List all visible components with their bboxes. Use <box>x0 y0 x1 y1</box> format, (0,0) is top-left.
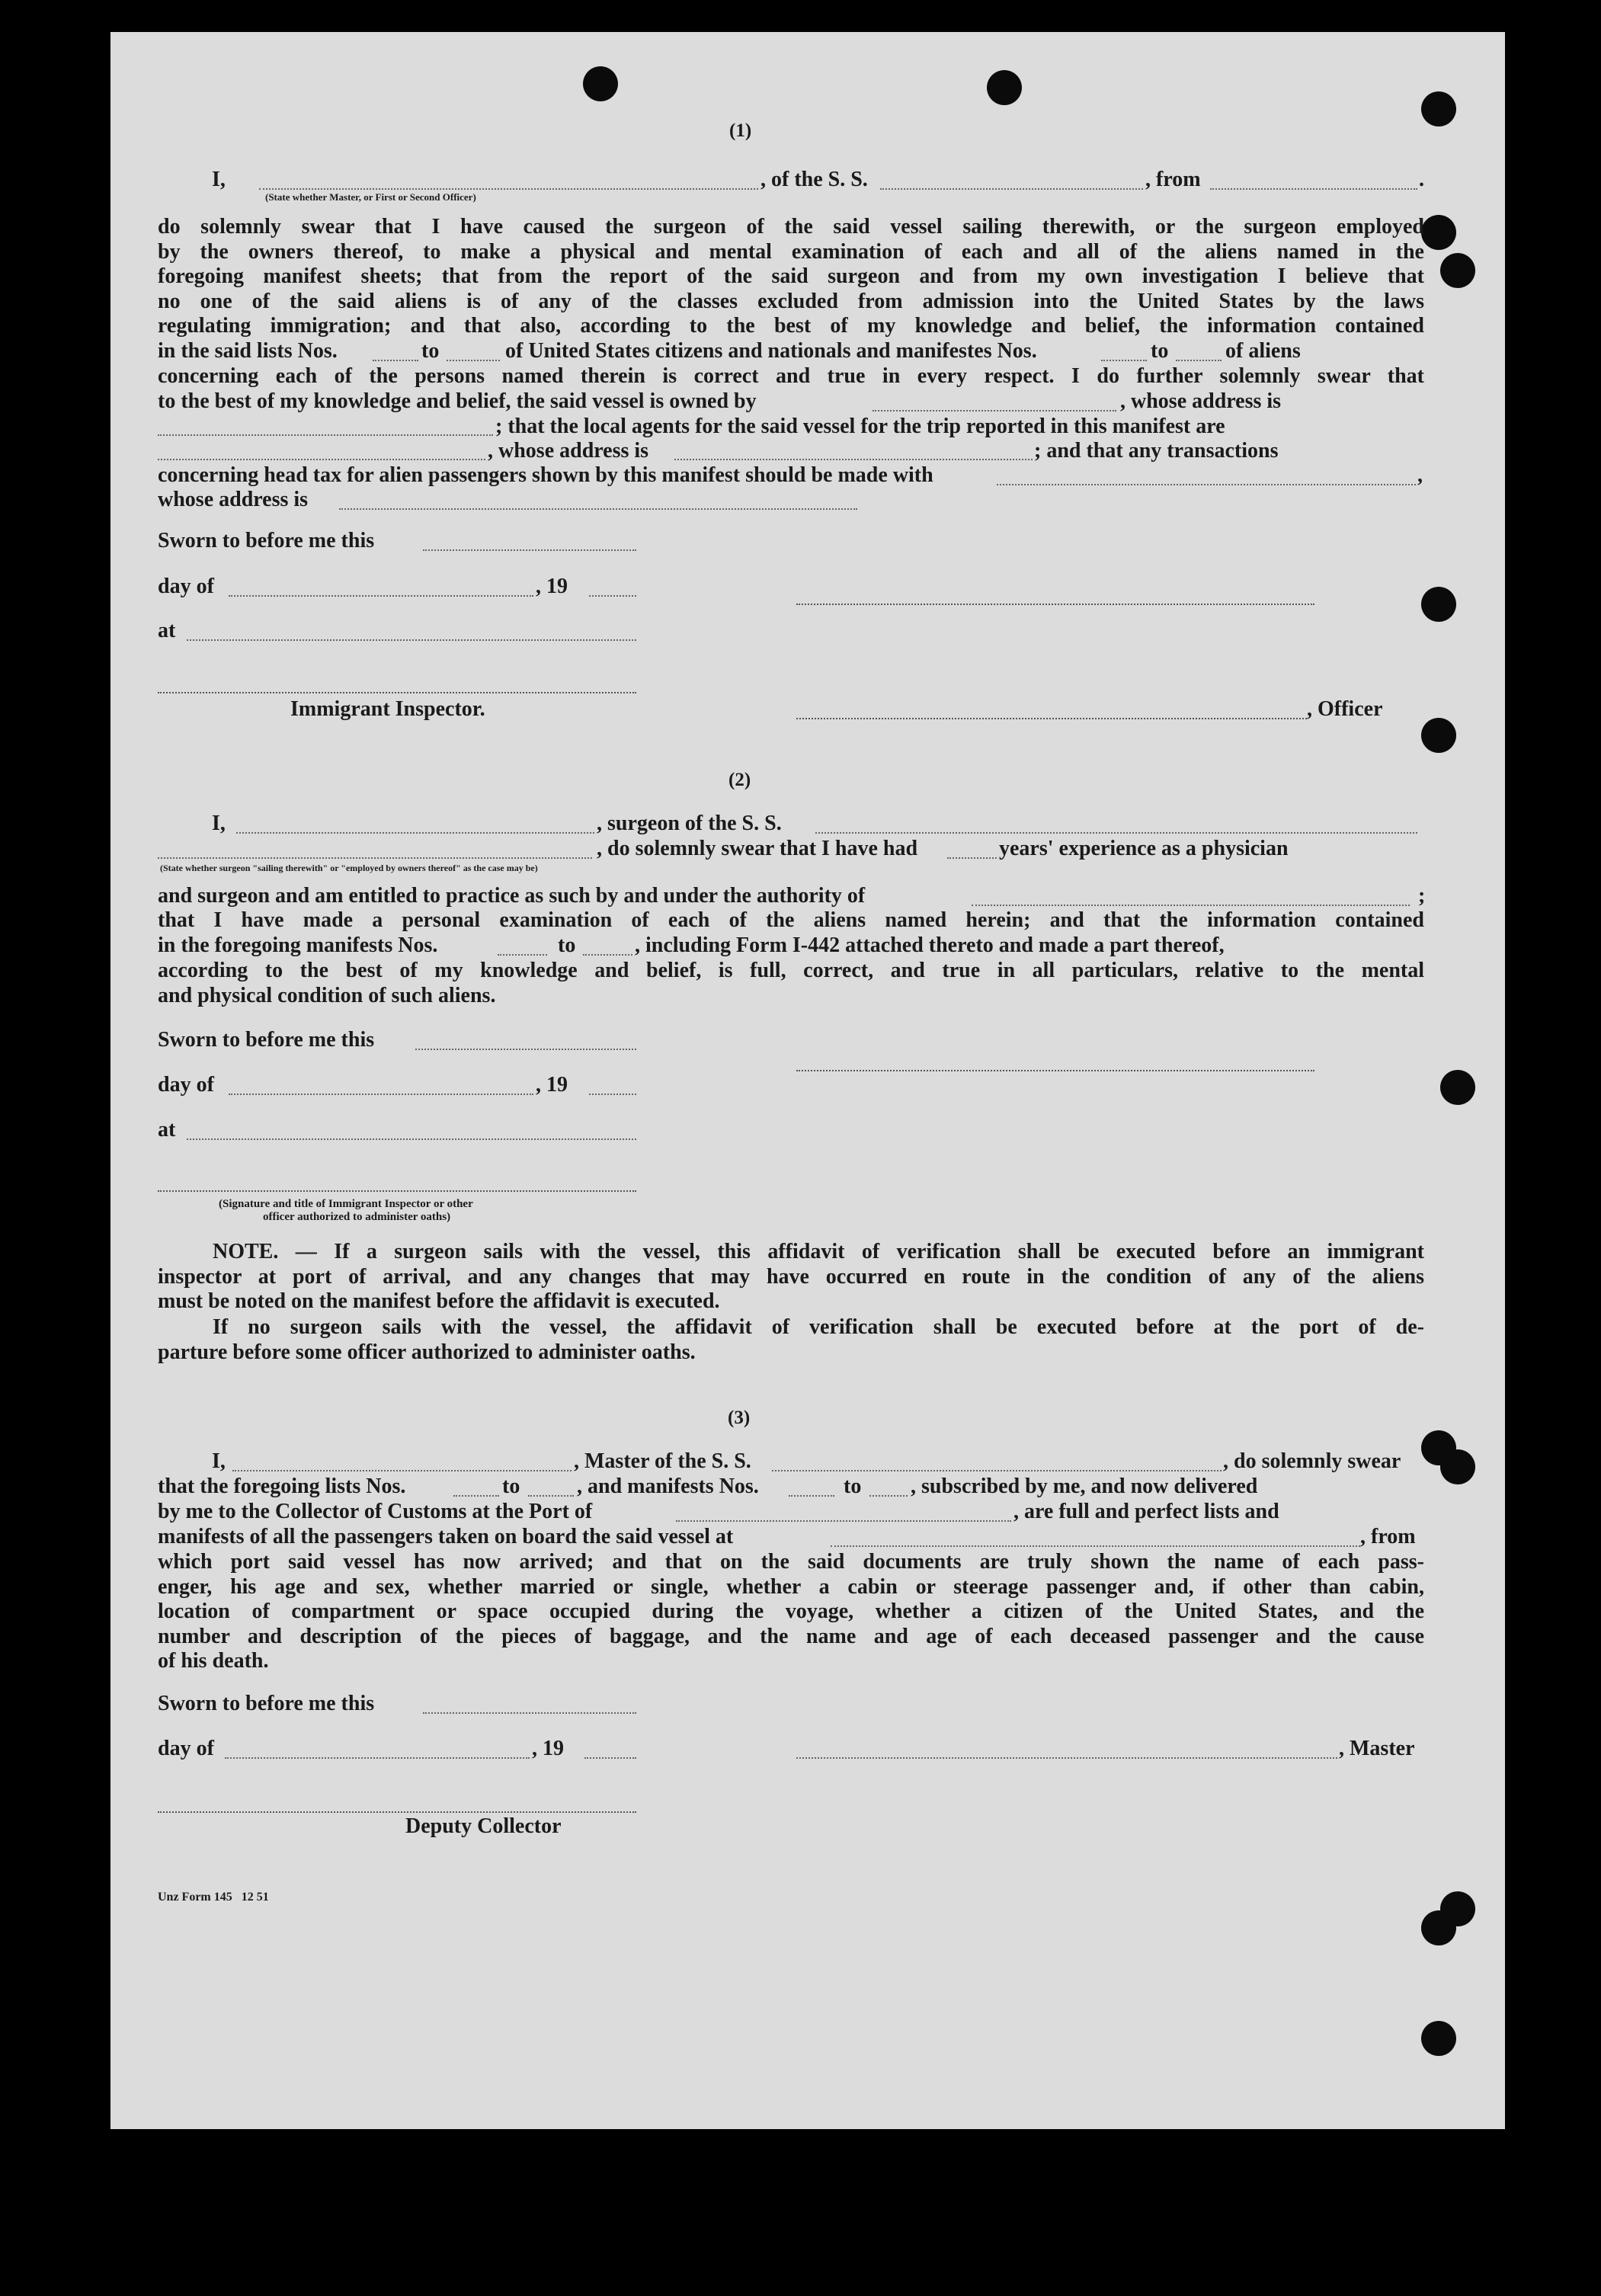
form-page <box>110 32 1505 2129</box>
oath-i-label: I, <box>212 1449 226 1473</box>
section-2-number: (2) <box>728 770 751 790</box>
paragraph-line: enger, his age and sex, whether married or single, whether a cabin or steerage passenger and, if other than cabin, <box>158 1574 1424 1599</box>
punch-hole <box>1440 1070 1475 1105</box>
paragraph-line: that I have made a personal examination of each of the aliens named herein; and that the information contained <box>158 908 1424 932</box>
agents-address-label: , whose address is <box>488 439 649 463</box>
to-label: to <box>1151 339 1169 363</box>
head-tax-label: concerning head tax for alien passengers shown by this manifest should be made with <box>158 463 933 487</box>
section-1-paragraph <box>158 215 1424 339</box>
citizens-label: of United States citizens and nationals and manifestes Nos. <box>505 339 1037 363</box>
embark-port-field[interactable] <box>831 1545 1360 1547</box>
line-period: . <box>1419 168 1424 191</box>
note-line: NOTE. — If a surgeon sails with the vessel, this affidavit of verification shall be executed before an immigrant <box>213 1240 1424 1263</box>
years-field[interactable] <box>947 857 997 859</box>
paragraph-line: number and description of the pieces of baggage, and the name and age of each deceased passenger and the cause <box>158 1624 1424 1648</box>
note-line: If no surgeon sails with the vessel, the affidavit of verification shall be executed before at the port of de- <box>213 1315 1424 1339</box>
surgeon-status-field[interactable] <box>158 857 592 859</box>
sworn-day-field[interactable] <box>423 549 636 551</box>
whose-address-label: whose address is <box>158 488 309 511</box>
sworn-year-field[interactable] <box>589 595 636 597</box>
head-tax-contact-field[interactable] <box>997 484 1416 485</box>
from-label: , from <box>1360 1525 1416 1548</box>
year-label: , 19 <box>532 1737 564 1760</box>
form-identifier: Unz Form 145 12 51 <box>158 1891 269 1904</box>
manifests-from-field[interactable] <box>498 954 547 956</box>
paragraph-line: concerning each of the persons named therein is correct and true in every respect. I do further solemnly swear that <box>158 364 1424 388</box>
customs-port-field[interactable] <box>676 1520 1011 1522</box>
swear-label: , do solemnly swear <box>1223 1449 1401 1473</box>
punch-hole <box>1421 718 1456 753</box>
oath-i-label: I, <box>212 168 226 191</box>
concerning-line <box>158 364 1424 389</box>
section-1-number: (1) <box>729 120 752 141</box>
years-experience-label: years' experience as a physician <box>999 837 1289 860</box>
master-caption: (State whether Master, or First or Second Officer) <box>265 191 476 203</box>
section-2-line <box>158 908 1424 933</box>
punch-hole <box>987 70 1022 105</box>
manifests-to-field[interactable] <box>1176 360 1222 361</box>
punch-hole <box>1421 2021 1456 2056</box>
port-label: by me to the Collector of Customs at the Port of <box>158 1500 593 1523</box>
oath-i-label: I, <box>212 812 226 835</box>
at-label: at <box>158 619 176 642</box>
manifests-from-field[interactable] <box>789 1495 834 1497</box>
sworn-label: Sworn to before me this <box>158 529 375 552</box>
sworn-month-field[interactable] <box>229 595 533 597</box>
note-paragraph <box>158 1240 1424 1315</box>
punch-hole <box>1440 1449 1475 1484</box>
head-tax-address-field[interactable] <box>339 508 857 510</box>
signature-caption: (Signature and title of Immigrant Inspector or other <box>219 1198 473 1210</box>
officer-signature-line[interactable] <box>796 604 1314 605</box>
authority-field[interactable] <box>972 905 1410 906</box>
sworn-place-field[interactable] <box>187 1138 636 1140</box>
owner-address-field[interactable] <box>158 434 493 436</box>
authority-label: and surgeon and am entitled to practice as such by and under the authority of <box>158 884 866 908</box>
to-label: to <box>558 933 576 957</box>
to-label: to <box>502 1475 520 1498</box>
section-3-paragraph <box>158 1550 1424 1674</box>
inspector-title: Immigrant Inspector. <box>290 697 485 721</box>
transactions-label: ; and that any transactions <box>1034 439 1279 463</box>
manifests-from-field[interactable] <box>1101 360 1147 361</box>
manifests-to-field[interactable] <box>583 954 632 956</box>
surgeon-name-field[interactable] <box>236 832 594 834</box>
manifests-label: in the foregoing manifests Nos. <box>158 933 438 957</box>
inspector-signature-line[interactable] <box>158 692 636 693</box>
sworn-year-field[interactable] <box>584 1757 636 1759</box>
punch-hole <box>1421 587 1456 622</box>
surgeon-caption: (State whether surgeon "sailing therewith" or "employed by owners thereof" as the case may be) <box>160 863 538 873</box>
year-label: , 19 <box>536 575 568 598</box>
note-line: must be noted on the manifest before the affidavit is executed. <box>158 1289 720 1313</box>
sworn-month-field[interactable] <box>229 1094 533 1095</box>
paragraph-line: foregoing manifest sheets; that from the report of the said surgeon and from my own investigation I believe that <box>158 264 1424 288</box>
note-line: inspector at port of arrival, and any changes that may have occurred en route in the condition of any of the aliens <box>158 1264 1424 1289</box>
punch-hole <box>1440 253 1475 288</box>
signature-caption: officer authorized to administer oaths) <box>263 1211 451 1223</box>
delivered-label: , subscribed by me, and now delivered <box>911 1475 1258 1498</box>
master-name-field[interactable] <box>232 1470 572 1471</box>
vessel-name-field[interactable] <box>880 188 1143 190</box>
section-3-number: (3) <box>728 1407 751 1428</box>
semicolon: ; <box>1418 884 1426 908</box>
note-paragraph <box>158 1315 1424 1365</box>
sworn-year-field[interactable] <box>589 1094 636 1095</box>
note-line: parture before some officer authorized to administer oaths. <box>158 1340 696 1364</box>
punch-hole <box>1421 215 1456 250</box>
agents-field[interactable] <box>158 459 485 460</box>
lists-from-field[interactable] <box>453 1495 499 1497</box>
paragraph-line: do solemnly swear that I have caused the surgeon of the said vessel sailing therewith, or the surgeon employed <box>158 215 1424 239</box>
comma: , <box>1417 463 1423 487</box>
deputy-collector-title: Deputy Collector <box>405 1814 562 1838</box>
year-label: , 19 <box>536 1073 568 1097</box>
full-lists-label: , are full and perfect lists and <box>1013 1500 1279 1523</box>
paragraph-line: location of compartment or space occupied during the voyage, whether a citizen of the United States, and the <box>158 1600 1424 1623</box>
lists-from-field[interactable] <box>373 360 418 361</box>
paragraph-line: no one of the said aliens is of any of the classes excluded from admission into the United States by the laws <box>158 289 1424 313</box>
master-name-field[interactable] <box>259 188 758 190</box>
to-label: to <box>844 1475 862 1498</box>
master-title: , Master <box>1339 1737 1415 1760</box>
sworn-month-field[interactable] <box>225 1757 530 1759</box>
officer-title: , Officer <box>1307 697 1383 721</box>
sworn-place-field[interactable] <box>187 639 636 641</box>
form-i442-label: , including Form I-442 attached thereto and made a part thereof, <box>635 933 1225 957</box>
surgeon-signature-line[interactable] <box>796 1070 1314 1071</box>
punch-hole <box>1440 1891 1475 1926</box>
of-ss-label: , of the S. S. <box>760 168 868 191</box>
day-of-label: day of <box>158 575 214 598</box>
swear-had-label: , do solemnly swear that I have had <box>597 837 918 860</box>
day-of-label: day of <box>158 1737 214 1760</box>
board-label: manifests of all the passengers taken on board the said vessel at <box>158 1525 734 1548</box>
of-aliens-label: of aliens <box>1225 339 1301 363</box>
owned-by-label: to the best of my knowledge and belief, the said vessel is owned by <box>158 389 757 413</box>
paragraph-line: according to the best of my knowledge and belief, is full, correct, and true in all particulars, relative to the mental <box>158 959 1424 982</box>
day-of-label: day of <box>158 1073 214 1097</box>
paragraph-line: by the owners thereof, to make a physical and mental examination of each and all of the aliens named in the <box>158 239 1424 264</box>
lists-to-field[interactable] <box>528 1495 574 1497</box>
lists-label: that the foregoing lists Nos. <box>158 1475 406 1498</box>
punch-hole <box>583 66 618 101</box>
local-agents-label: ; that the local agents for the said vessel for the trip reported in this manifest are <box>495 415 1225 438</box>
sworn-day-field[interactable] <box>415 1049 636 1050</box>
section-2-paragraph <box>158 959 1424 1008</box>
owner-address-label: , whose address is <box>1120 389 1282 413</box>
surgeon-vessel-field[interactable] <box>815 832 1417 834</box>
to-label: to <box>421 339 440 363</box>
master-signature-line[interactable] <box>796 1757 1337 1759</box>
paragraph-line: regulating immigration; and that also, according to the best of my knowledge and belief, the information contained <box>158 314 1424 338</box>
at-label: at <box>158 1118 176 1142</box>
manifests-label: , and manifests Nos. <box>577 1475 759 1498</box>
lists-label: in the said lists Nos. <box>158 339 338 363</box>
from-port-field[interactable] <box>1210 188 1417 190</box>
paragraph-line: which port said vessel has now arrived; and that on the said documents are truly shown the name of each pass- <box>158 1550 1424 1574</box>
administering-officer-line[interactable] <box>158 1190 636 1192</box>
lists-to-field[interactable] <box>447 360 500 361</box>
sworn-day-field[interactable] <box>423 1712 636 1714</box>
master-of-label: , Master of the S. S. <box>574 1449 751 1473</box>
manifests-to-field[interactable] <box>869 1495 908 1497</box>
from-label: , from <box>1145 168 1201 191</box>
sworn-label: Sworn to before me this <box>158 1692 375 1715</box>
paragraph-line: and physical condition of such aliens. <box>158 983 496 1007</box>
officer-title-line[interactable] <box>796 718 1307 719</box>
sworn-label: Sworn to before me this <box>158 1028 375 1052</box>
punch-hole <box>1421 91 1456 126</box>
owner-field[interactable] <box>873 410 1116 411</box>
vessel-name-field[interactable] <box>772 1470 1222 1471</box>
agents-address-field[interactable] <box>674 459 1033 460</box>
surgeon-of-label: , surgeon of the S. S. <box>597 812 782 835</box>
paragraph-line: of his death. <box>158 1649 269 1673</box>
deputy-collector-line[interactable] <box>158 1811 636 1813</box>
